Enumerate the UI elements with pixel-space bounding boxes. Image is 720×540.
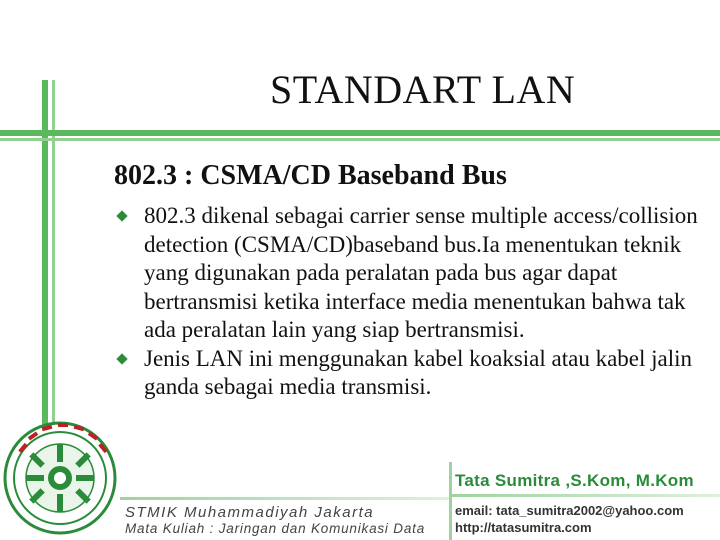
slide-subtitle: 802.3 : CSMA/CD Baseband Bus: [114, 160, 507, 191]
footer-author: Tata Sumitra ,S.Kom, M.Kom: [455, 471, 694, 490]
footer-divider-right: [450, 494, 720, 497]
decorative-horizontal-line-thin: [0, 138, 720, 141]
bullet-text: 802.3 dikenal sebagai carrier sense multiple access/collision detection (CSMA/CD)baseband bus.Ia menentukan teknik yang digunakan pada peralatan pada bus agar dapat bertransmisi ketika interface media menentukan bahwa tak ada peralatan lain yang siap bertransmisi.: [144, 203, 698, 342]
decorative-horizontal-line: [0, 130, 720, 136]
bullet-item: [116, 345, 706, 402]
bullet-list: [116, 202, 706, 402]
footer-divider: [120, 497, 450, 500]
footer-course: Mata Kuliah : Jaringan dan Komunikasi Data: [125, 521, 426, 536]
slide-title: STANDART LAN: [270, 67, 576, 112]
diamond-bullet-icon: [116, 353, 127, 364]
bullet-text: Jenis LAN ini menggunakan kabel koaksial atau kabel jalin ganda sebagai media transmisi.: [144, 345, 693, 399]
footer-vertical-divider: [449, 462, 452, 540]
footer-website-link[interactable]: http://tatasumitra.com: [455, 520, 592, 535]
footer-institution: STMIK Muhammadiyah Jakarta: [125, 504, 375, 521]
diamond-bullet-icon: [116, 210, 127, 221]
bullet-item: [116, 202, 706, 345]
institution-seal-logo: [2, 410, 122, 535]
footer-email: email: tata_sumitra2002@yahoo.com: [455, 503, 684, 518]
